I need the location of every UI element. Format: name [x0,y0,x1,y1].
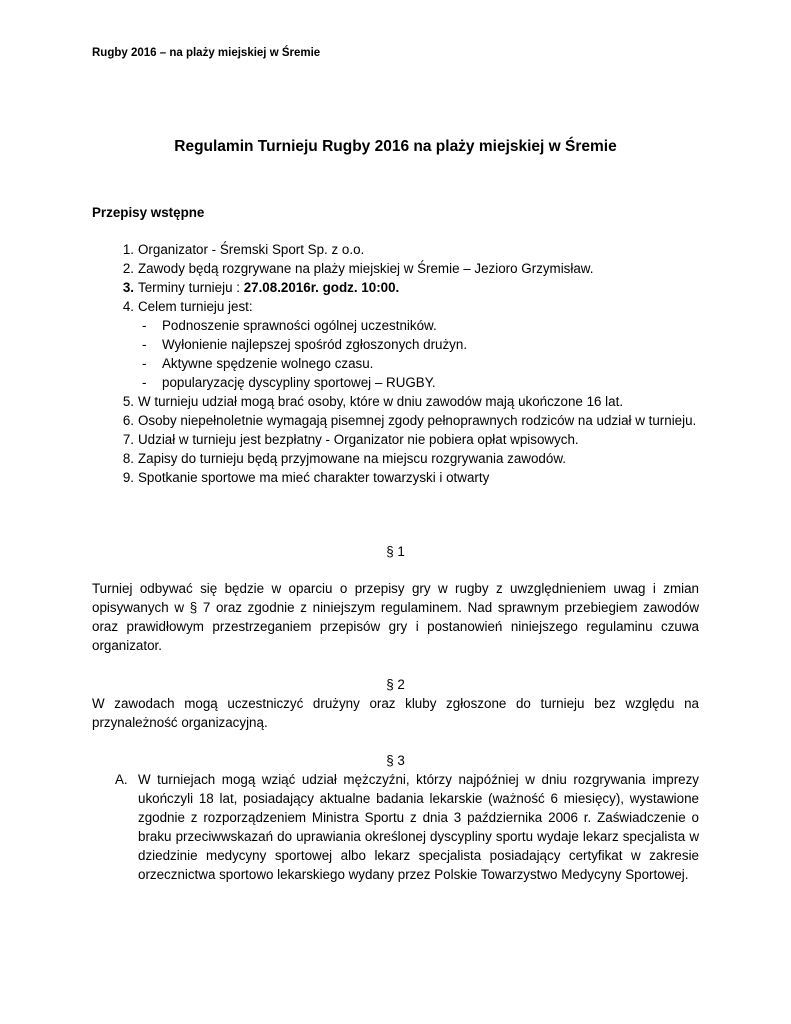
list-text: Osoby niepełnoletnie wymagają pisemnej zgody pełnoprawnych rodziców na udział w turnieju. [138,413,697,428]
goal-item [92,373,702,392]
list-number: 9. [122,470,134,485]
list-item [92,297,702,316]
section-1-text: Turniej odbywać się będzie w oparciu o przepisy gry w rugby z uwzględnieniem uwag i zmian opisywanych w § 7 oraz zgodnie z niniejszym regulaminem. Nad sprawnym przebiegiem zawodów oraz prawidłowym przestrzeganiem przepisów gry i postanowień niniejszego regulaminu czuwa organizator. [92,581,699,653]
goal-text: popularyzację dyscypliny sportowej – RUGBY. [162,375,436,390]
preliminary-heading: Przepisy wstępne [92,205,205,220]
section-sign: § 3 [386,753,405,768]
list-text: Zapisy do turnieju będą przyjmowane na miejscu rozgrywania zawodów. [138,451,566,466]
list-item [92,240,702,259]
list-text: Spotkanie sportowe ma mieć charakter towarzyski i otwarty [138,470,490,485]
tournament-date: 27.08.2016r. godz. 10:00. [243,280,400,295]
list-item [92,449,702,468]
dash-bullet: - [142,318,147,333]
list-number: 7. [122,432,134,447]
list-item [92,411,702,430]
list-text: Zawody będą rozgrywane na plaży miejskiej w Śremie – Jezioro Grzymisław. [138,261,594,276]
dash-bullet: - [142,356,147,371]
list-number: 5. [122,394,134,409]
goal-item [92,335,702,354]
list-item [92,392,702,411]
goal-text: Wyłonienie najlepszej spośród zgłoszonych drużyn. [162,337,468,352]
list-item [92,259,702,278]
goal-text: Aktywne spędzenie wolnego czasu. [162,356,374,371]
list-item [92,468,702,487]
list-item [92,770,699,884]
list-number: 4. [122,299,134,314]
goal-item [92,316,702,335]
list-text: W turniejach mogą wziąć udział mężczyźni, którzy najpóźniej w dniu rozgrywania imprezy ukończyli 18 lat, posiadający aktualne badania lekarskie (ważność 6 miesięcy), wystawione zgodnie z rozporządzeniem Ministra Sportu z dnia 3 października 2006 r. Zaświadczenie o braku przeciwwskazań do uprawiania określonej dyscypliny sportu wydaje lekarz specjalista w dziedzinie medycyny sportowej albo lekarz specjalista posiadający certyfikat w zakresie orzecznictwa sportowo lekarskiego wydany przez Polskie Towarzystwo Medycyny Sportowej. [138,772,699,882]
dash-bullet: - [142,337,147,352]
list-text: Udział w turnieju jest bezpłatny - Organizator nie pobiera opłat wpisowych. [138,432,579,447]
document-title: Regulamin Turnieju Rugby 2016 na plaży miejskiej w Śremie [174,138,617,155]
preliminary-list [92,240,702,487]
list-text: Terminy turnieju : [138,280,244,295]
list-number: 1. [122,242,134,257]
list-text: Organizator - Śremski Sport Sp. z o.o. [138,242,365,257]
section-3-list [92,770,699,884]
list-number: 3. [122,280,134,295]
list-number: 2. [122,261,134,276]
list-text: Celem turnieju jest: [138,299,253,314]
section-sign: § 1 [386,544,405,559]
list-letter: A. [115,772,128,787]
list-number: 8. [122,451,134,466]
dash-bullet: - [142,375,147,390]
goal-text: Podnoszenie sprawności ogólnej uczestników. [162,318,437,333]
list-item [92,278,702,297]
list-number: 6. [122,413,134,428]
list-text: W turnieju udział mogą brać osoby, które w dniu zawodów mają ukończone 16 lat. [138,394,624,409]
list-item [92,430,702,449]
goal-item [92,354,702,373]
section-2-text: W zawodach mogą uczestniczyć drużyny oraz kluby zgłoszone do turnieju bez względu na przynależność organizacyjną. [92,696,699,730]
running-header: Rugby 2016 – na plaży miejskiej w Śremie [92,47,321,59]
section-sign: § 2 [386,677,405,692]
